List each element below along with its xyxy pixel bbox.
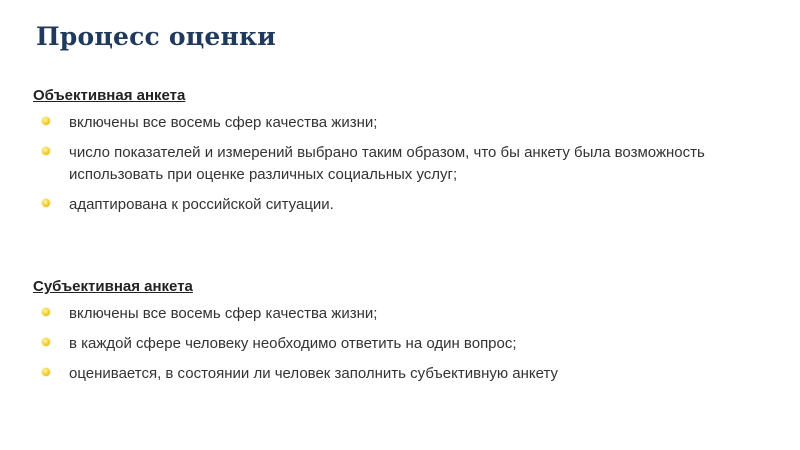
- list-item-text: включены все восемь сфер качества жизни;: [69, 114, 378, 131]
- bullet-dot-icon: [42, 368, 50, 376]
- list-item: [33, 112, 753, 134]
- bullet-dot-icon: [42, 199, 50, 207]
- bullet-dot-icon: [42, 338, 50, 346]
- bullet-list: [33, 303, 753, 385]
- list-item-text: адаптирована к российской ситуации.: [69, 196, 334, 213]
- list-item-text: в каждой сфере человеку необходимо ответить на один вопрос;: [69, 335, 517, 352]
- list-item: [33, 303, 753, 325]
- bullet-dot-icon: [42, 308, 50, 316]
- section-subjective-questionnaire: [33, 278, 753, 393]
- list-item: [33, 333, 753, 355]
- list-item-text: оценивается, в состоянии ли человек заполнить субъективную анкету: [69, 365, 559, 382]
- list-item-text: число показателей и измерений выбрано таким образом, что бы анкету была возможность использовать при оценке различных социальных услуг;: [69, 144, 705, 183]
- bullet-list: [33, 112, 753, 216]
- slide-title: Процесс оценки: [36, 22, 277, 51]
- list-item: [33, 142, 753, 186]
- section-objective-questionnaire: [33, 87, 753, 224]
- list-item-text: включены все восемь сфер качества жизни;: [69, 305, 378, 322]
- list-item: [33, 363, 753, 385]
- section-heading: Объективная анкета: [33, 87, 186, 104]
- bullet-dot-icon: [42, 147, 50, 155]
- section-heading: Субъективная анкета: [33, 278, 193, 295]
- list-item: [33, 194, 753, 216]
- bullet-dot-icon: [42, 117, 50, 125]
